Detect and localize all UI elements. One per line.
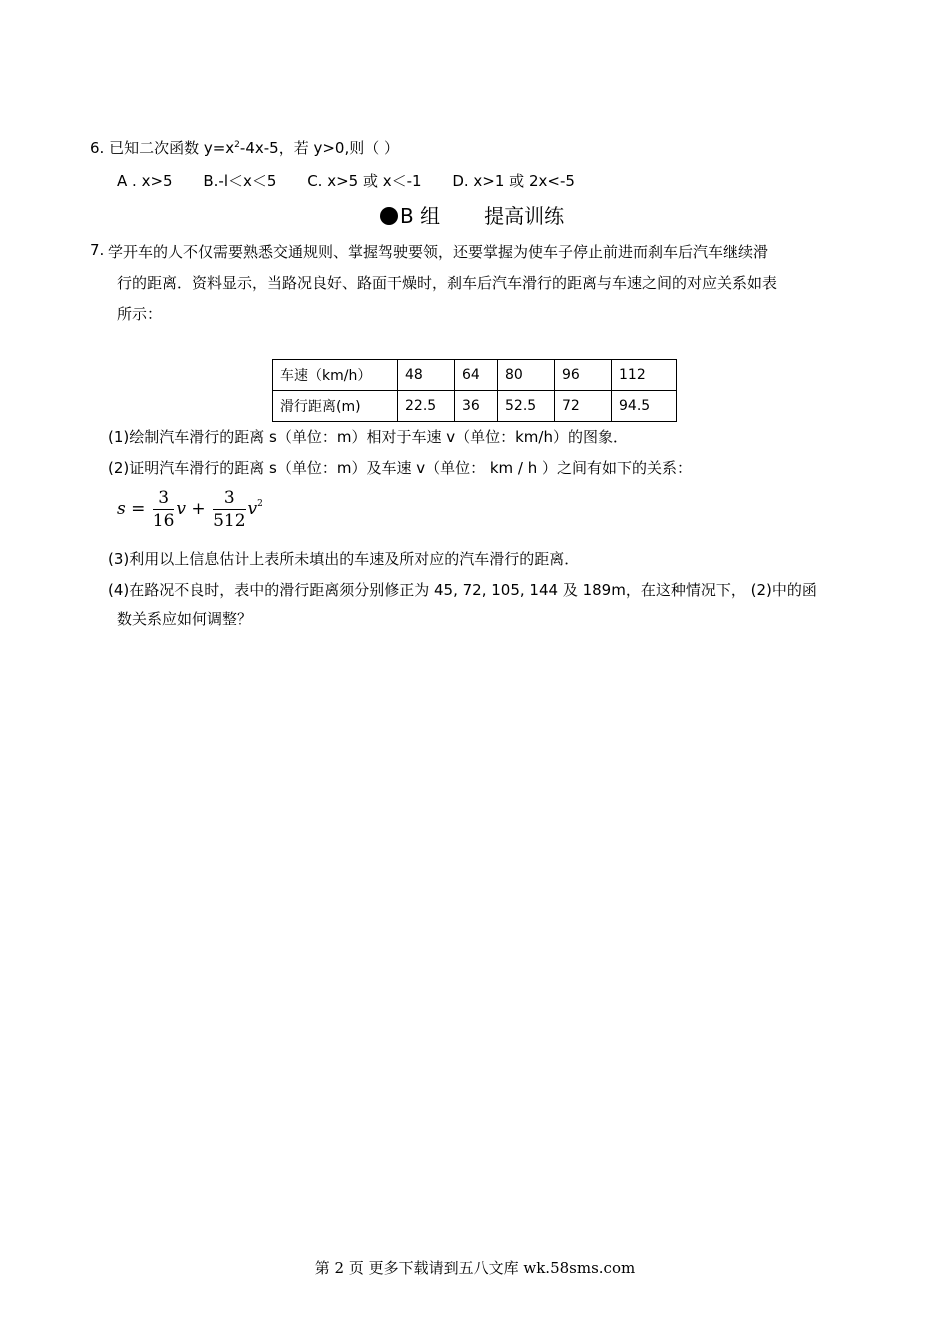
question-6-stem — [90, 137, 399, 158]
section-title: 提高训练 — [484, 204, 565, 228]
distance-formula — [117, 487, 263, 532]
option-a: A . x>5 — [117, 172, 173, 190]
table-row — [273, 391, 677, 422]
page-footer: 第 2 页 更多下载请到五八文库 wk.58sms.com — [314, 1259, 636, 1277]
q7-sub-4-line-1: (4)在路况不良时，表中的滑行距离须分别修正为 45, 72, 105, 144 及 189m，在这种情况下， (2)中的函 — [108, 581, 817, 599]
table-cell: 滑行距离(m) — [273, 391, 398, 422]
section-heading — [380, 200, 564, 229]
table-cell: 36 — [455, 391, 498, 422]
speed-distance-table — [272, 359, 677, 422]
q7-sub-4-line-2: 数关系应如何调整？ — [117, 610, 253, 628]
q6-exponent: 2 — [234, 140, 240, 150]
fraction-numerator: 3 — [213, 487, 245, 510]
q7-number: 7. — [90, 241, 105, 259]
q7-sub-3: (3)利用以上信息估计上表所未填出的车速及所对应的汽车滑行的距离． — [108, 550, 580, 568]
q7-sub-1: (1)绘制汽车滑行的距离 s（单位：m）相对于车速 v（单位：km/h）的图象． — [108, 428, 628, 446]
table-cell: 112 — [612, 360, 677, 391]
table-row — [273, 360, 677, 391]
option-c: C. x>5 或 x＜-1 — [307, 172, 422, 190]
q6-stem-text-end: -4x-5，若 y>0,则（ ） — [239, 139, 399, 157]
table-cell: 64 — [455, 360, 498, 391]
table-cell: 22.5 — [398, 391, 455, 422]
question-6-options — [117, 170, 601, 191]
option-b: B.-l＜x＜5 — [203, 172, 277, 190]
q7-stem-line-2: 行的距离．资料显示，当路况良好、路面干燥时，刹车后汽车滑行的距离与车速之间的对应关系如表 — [117, 274, 778, 292]
formula-exponent: 2 — [257, 499, 263, 509]
formula-term-v2: v — [247, 499, 258, 519]
table-cell: 48 — [398, 360, 455, 391]
q7-sub-2: (2)证明汽车滑行的距离 s（单位：m）及车速 v（单位： km / h ）之间有如下的关系： — [108, 459, 693, 477]
table-cell: 80 — [498, 360, 555, 391]
table-cell: 72 — [555, 391, 612, 422]
q7-stem-line-3: 所示： — [117, 305, 163, 323]
fraction-numerator: 3 — [153, 487, 175, 510]
table-cell: 52.5 — [498, 391, 555, 422]
q6-stem-text: 6. 已知二次函数 y=x — [90, 139, 235, 157]
fraction-3-16 — [153, 487, 175, 532]
table-cell: 94.5 — [612, 391, 677, 422]
table-cell: 车速（km/h） — [273, 360, 398, 391]
bullet-dot-icon — [380, 207, 398, 225]
formula-term-v: v + — [176, 499, 206, 519]
fraction-denominator: 16 — [152, 511, 175, 531]
formula-lhs: s = — [117, 499, 146, 519]
option-d: D. x>1 或 2x<-5 — [452, 172, 575, 190]
table-cell: 96 — [555, 360, 612, 391]
q7-stem-line-1: 学开车的人不仅需要熟悉交通规则、掌握驾驶要领，还要掌握为使车子停止前进而刹车后汽车继续滑 — [108, 243, 769, 261]
fraction-denominator: 512 — [213, 511, 246, 531]
section-group: B 组 — [400, 204, 441, 228]
fraction-3-512 — [213, 487, 245, 532]
